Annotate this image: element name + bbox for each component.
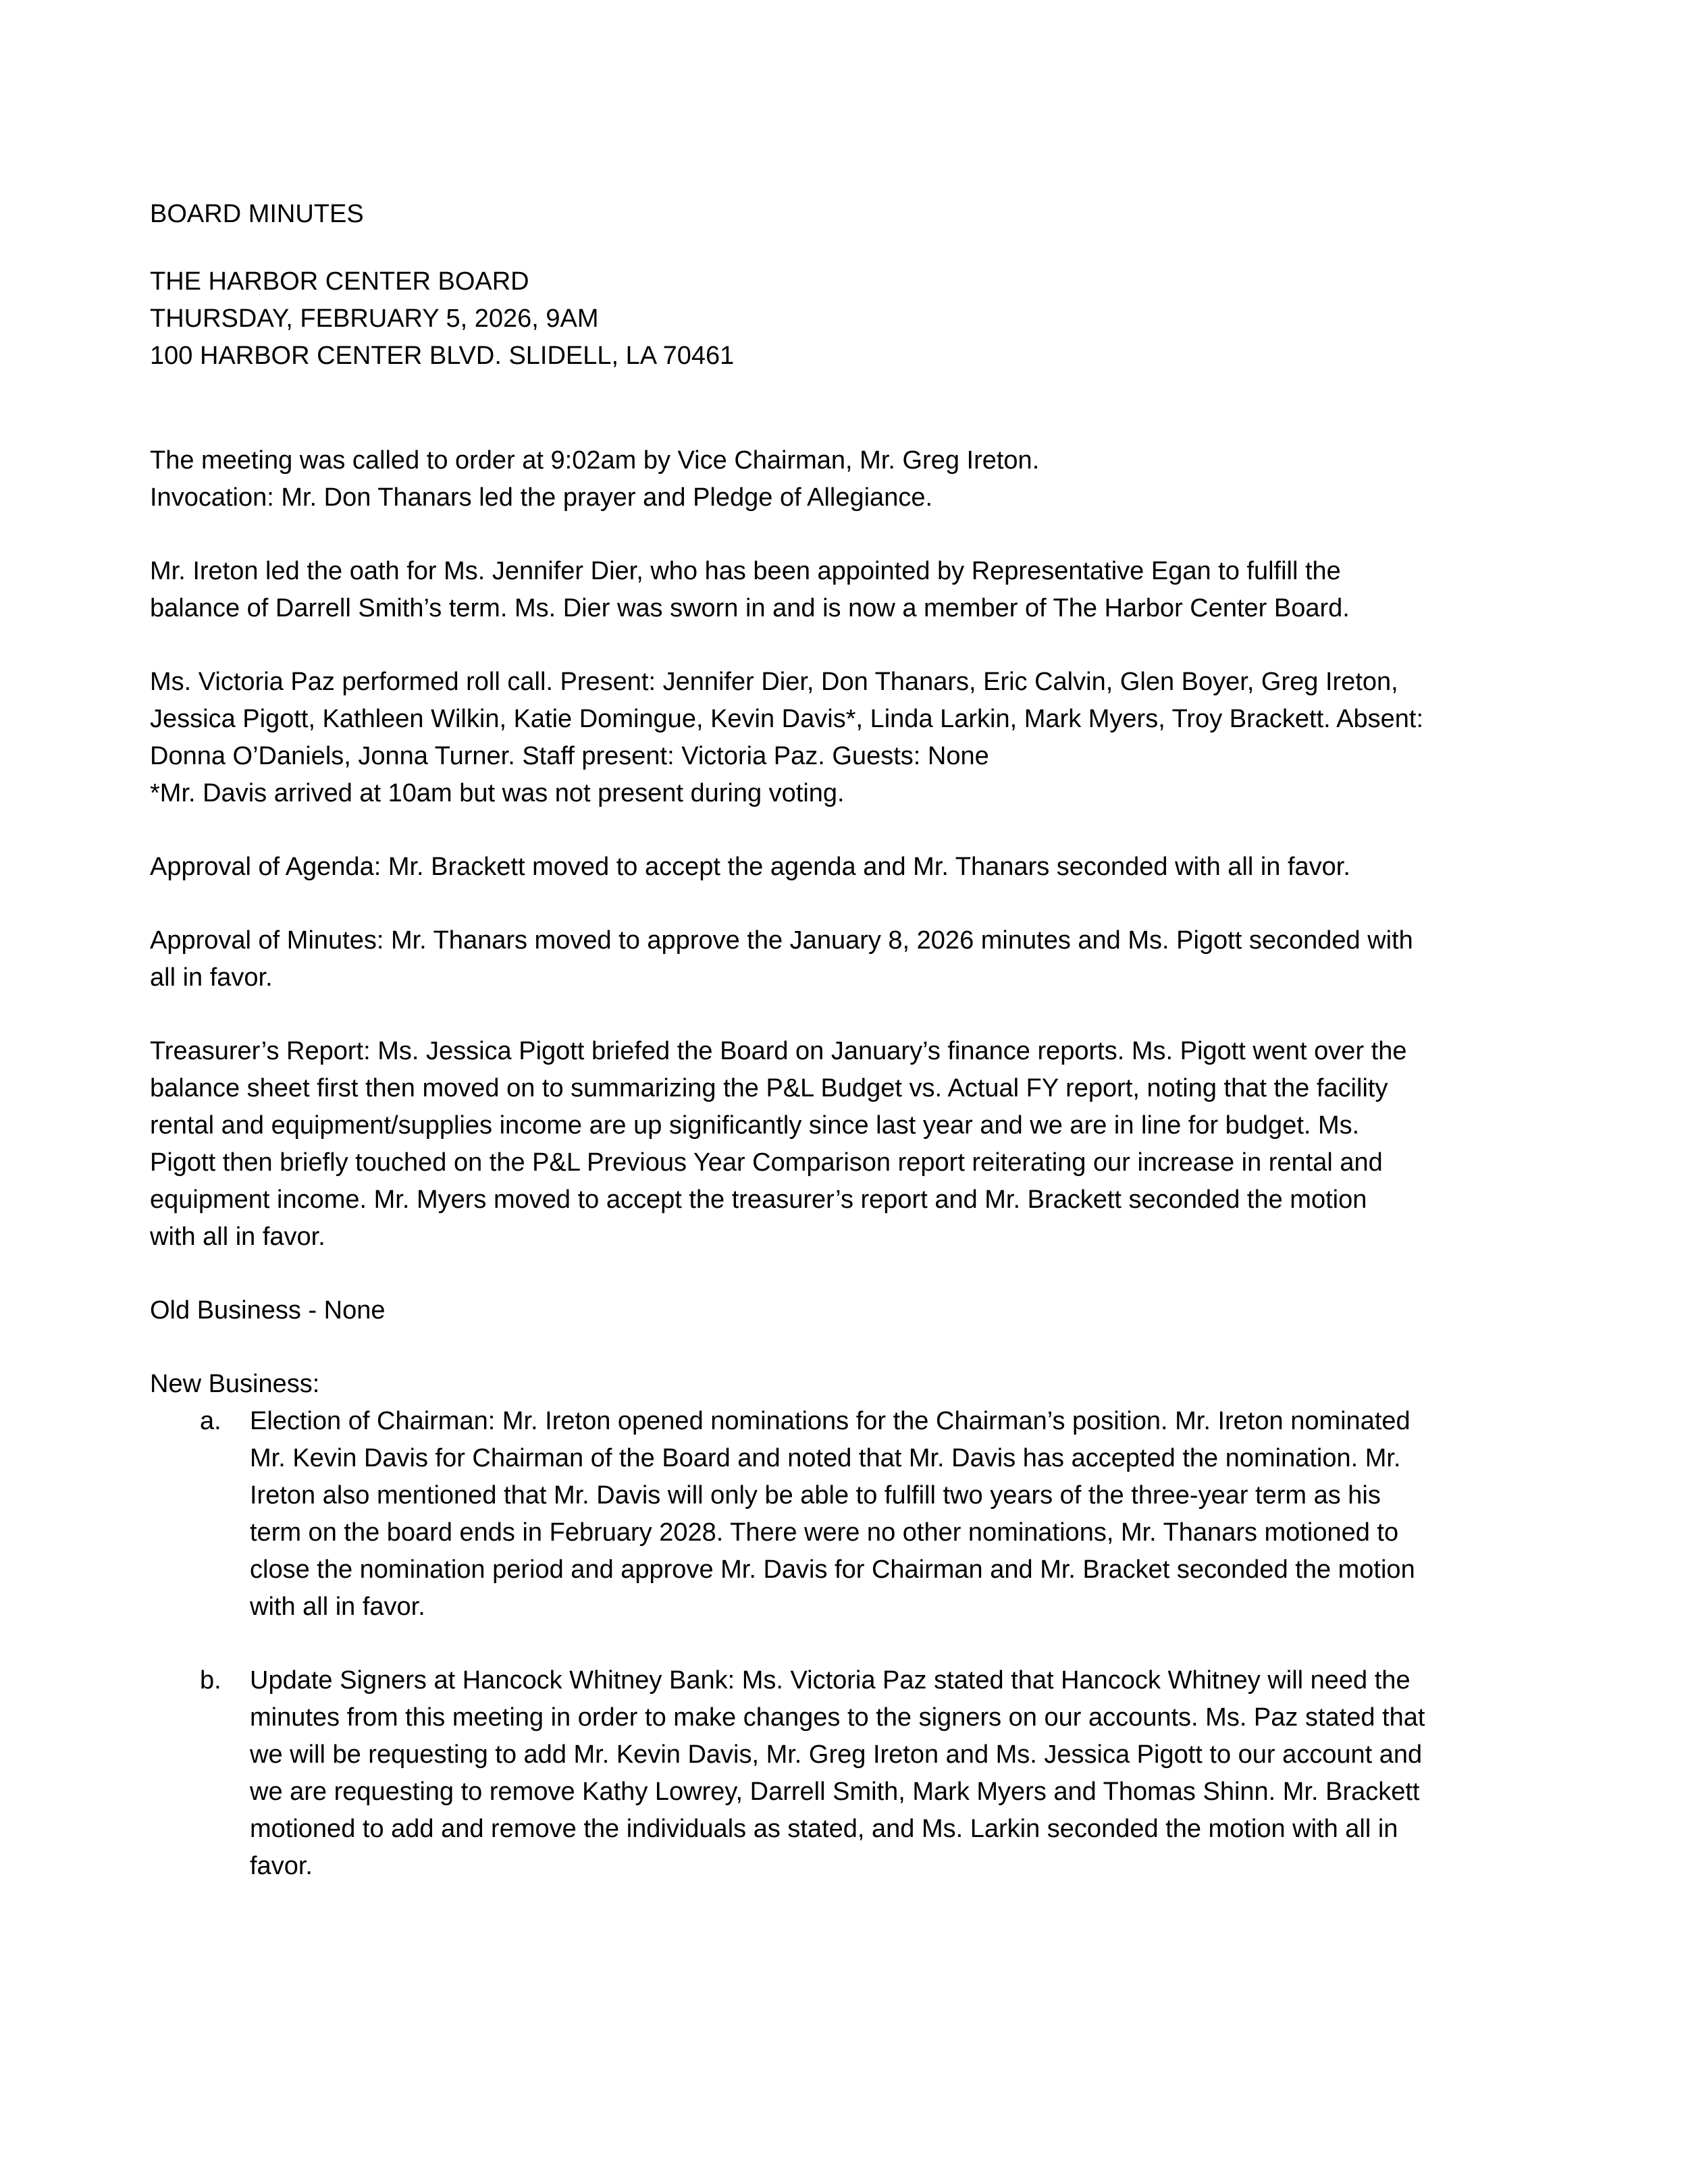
oath-paragraph bbox=[150, 553, 1554, 627]
document-body bbox=[150, 196, 1554, 1921]
old-business-paragraph bbox=[150, 1292, 1554, 1329]
meeting-header bbox=[150, 263, 1554, 375]
text-line: Election of Chairman: Mr. Ireton opened nominations for the Chairman’s position. Mr. Ireton nominated bbox=[250, 1407, 1410, 1435]
text-line: equipment income. Mr. Myers moved to accept the treasurer’s report and Mr. Brackett seconded the motion bbox=[150, 1186, 1367, 1214]
text-line: Treasurer’s Report: Ms. Jessica Pigott briefed the Board on January’s finance reports. Ms. Pigott went over the bbox=[150, 1037, 1407, 1065]
text-line: Approval of Minutes: Mr. Thanars moved to approve the January 8, 2026 minutes and Ms. Pigott seconded with bbox=[150, 926, 1413, 955]
text-line: rental and equipment/supplies income are up significantly since last year and we are in line for budget. Ms. bbox=[150, 1111, 1360, 1140]
roll-call-paragraph bbox=[150, 664, 1554, 812]
meeting-date: THURSDAY, FEBRUARY 5, 2026, 9AM bbox=[150, 304, 599, 333]
text-line: Jessica Pigott, Kathleen Wilkin, Katie Domingue, Kevin Davis*, Linda Larkin, Mark Myers, Troy Brackett. Absent: bbox=[150, 705, 1424, 733]
text-line: term on the board ends in February 2028. There were no other nominations, Mr. Thanars motioned to bbox=[250, 1518, 1399, 1547]
text-line: Invocation: Mr. Don Thanars led the prayer and Pledge of Allegiance. bbox=[150, 483, 933, 512]
approval-agenda-paragraph bbox=[150, 849, 1554, 886]
text-line: all in favor. bbox=[150, 963, 273, 992]
text-line: balance of Darrell Smith’s term. Ms. Dier was sworn in and is now a member of The Harbor Center Board. bbox=[150, 594, 1350, 622]
text-line: we will be requesting to add Mr. Kevin Davis, Mr. Greg Ireton and Ms. Jessica Pigott to our account and bbox=[250, 1740, 1423, 1769]
treasurer-report-paragraph bbox=[150, 1033, 1554, 1256]
list-item-election bbox=[150, 1403, 1554, 1626]
text-line: minutes from this meeting in order to make changes to the signers on our accounts. Ms. Paz stated that bbox=[250, 1703, 1425, 1732]
text-line: close the nomination period and approve Mr. Davis for Chairman and Mr. Bracket seconded the motion bbox=[250, 1555, 1415, 1584]
text-line: with all in favor. bbox=[150, 1223, 325, 1251]
list-marker: b. bbox=[200, 1666, 221, 1695]
text-line: The meeting was called to order at 9:02am by Vice Chairman, Mr. Greg Ireton. bbox=[150, 446, 1040, 475]
list-marker: a. bbox=[200, 1407, 221, 1435]
text-line: balance sheet first then moved on to summarizing the P&L Budget vs. Actual FY report, noting that the facility bbox=[150, 1074, 1388, 1102]
meeting-address: 100 HARBOR CENTER BLVD. SLIDELL, LA 70461 bbox=[150, 342, 735, 370]
text-line: with all in favor. bbox=[250, 1593, 425, 1621]
footnote-line: *Mr. Davis arrived at 10am but was not present during voting. bbox=[150, 779, 845, 807]
text-line: favor. bbox=[250, 1852, 313, 1880]
new-business-list bbox=[150, 1403, 1554, 1885]
text-line: Old Business - None bbox=[150, 1296, 386, 1325]
text-line: Ireton also mentioned that Mr. Davis will only be able to fulfill two years of the three-year term as his bbox=[250, 1481, 1381, 1510]
text-line: motioned to add and remove the individuals as stated, and Ms. Larkin seconded the motion with all in bbox=[250, 1815, 1398, 1843]
text-line: Donna O’Daniels, Jonna Turner. Staff present: Victoria Paz. Guests: None bbox=[150, 742, 989, 770]
text-line: Mr. Ireton led the oath for Ms. Jennifer Dier, who has been appointed by Representative Egan to fulfill the bbox=[150, 557, 1341, 585]
board-name: THE HARBOR CENTER BOARD bbox=[150, 267, 529, 296]
new-business-heading: New Business: bbox=[150, 1370, 320, 1398]
text-line: Approval of Agenda: Mr. Brackett moved to accept the agenda and Mr. Thanars seconded with all in favor. bbox=[150, 853, 1350, 881]
list-item-signers bbox=[150, 1662, 1554, 1885]
new-business-section bbox=[150, 1366, 1554, 1885]
text-line: Ms. Victoria Paz performed roll call. Present: Jennifer Dier, Don Thanars, Eric Calvin, Glen Boyer, Greg Ireton, bbox=[150, 668, 1398, 696]
text-line: we are requesting to remove Kathy Lowrey, Darrell Smith, Mark Myers and Thomas Shinn. Mr. Brackett bbox=[250, 1778, 1420, 1806]
text-line: Update Signers at Hancock Whitney Bank: Ms. Victoria Paz stated that Hancock Whitney will need the bbox=[250, 1666, 1410, 1695]
call-to-order-paragraph bbox=[150, 442, 1554, 516]
text-line: Pigott then briefly touched on the P&L Previous Year Comparison report reiterating our increase in rental and bbox=[150, 1148, 1383, 1177]
document-heading: BOARD MINUTES bbox=[150, 200, 364, 228]
text-line: Mr. Kevin Davis for Chairman of the Board and noted that Mr. Davis has accepted the nomination. Mr. bbox=[250, 1444, 1401, 1472]
approval-minutes-paragraph bbox=[150, 922, 1554, 996]
